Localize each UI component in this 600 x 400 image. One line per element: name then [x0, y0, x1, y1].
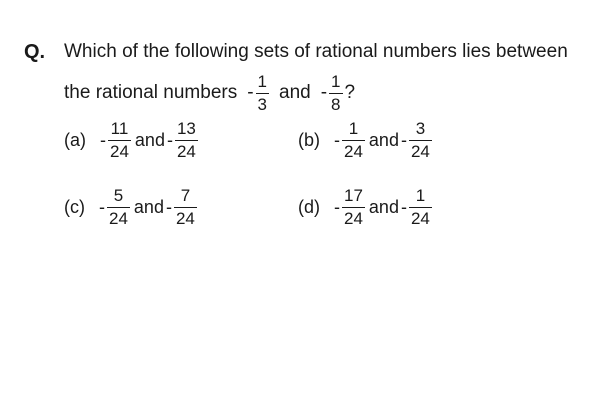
option-fraction-right	[174, 186, 197, 229]
and-word: and	[134, 129, 165, 150]
fraction-denominator: 24	[410, 141, 430, 161]
minus-sign: -	[166, 129, 173, 150]
fraction-bar	[174, 207, 197, 208]
option-fraction-right	[409, 119, 432, 162]
minus-sign: -	[320, 82, 328, 103]
option-fraction-left	[107, 186, 130, 229]
minus-sign: -	[247, 82, 254, 103]
fraction-bar	[342, 140, 365, 141]
option-d[interactable]	[298, 181, 434, 233]
fraction-bar	[108, 140, 131, 141]
fraction-denominator: 24	[344, 208, 363, 228]
fraction-denominator: 24	[176, 141, 196, 161]
option-a[interactable]	[64, 114, 200, 166]
minus-sign: -	[400, 129, 407, 150]
and-word: and	[368, 129, 399, 150]
and-word: and	[133, 196, 164, 217]
fraction-numerator: 7	[180, 185, 191, 205]
and-word: and	[368, 196, 399, 217]
option-fraction-right	[409, 186, 432, 229]
fraction-bar	[342, 207, 365, 208]
minus-sign: -	[334, 196, 340, 217]
option-b[interactable]	[298, 114, 434, 166]
fraction-numerator: 11	[110, 118, 129, 138]
question-prefix: the rational numbers	[64, 82, 238, 103]
minus-sign: -	[334, 129, 340, 150]
fraction-numerator: 1	[348, 118, 359, 138]
minus-sign: -	[165, 196, 172, 217]
fraction-numerator: 1	[415, 185, 426, 205]
fraction-numerator: 13	[176, 118, 196, 138]
fraction-numerator: 3	[415, 118, 426, 138]
fraction-denominator: 8	[331, 94, 341, 114]
fraction-denominator: 3	[257, 94, 268, 114]
option-label: (b)	[298, 129, 320, 150]
fraction-one-third	[256, 72, 269, 115]
and-word: and	[279, 82, 311, 103]
option-fraction-left	[108, 119, 131, 162]
minus-sign: -	[100, 129, 106, 150]
fraction-one-eighth	[329, 72, 342, 115]
fraction-denominator: 24	[110, 141, 129, 161]
option-fraction-left	[342, 119, 365, 162]
minus-sign: -	[400, 196, 407, 217]
fraction-bar	[175, 140, 198, 141]
option-c[interactable]	[64, 181, 199, 233]
option-label: (a)	[64, 129, 86, 150]
option-label: (d)	[298, 196, 320, 217]
question-mark: ?	[344, 82, 356, 103]
fraction-bar	[256, 93, 269, 94]
fraction-numerator: 5	[113, 185, 124, 205]
option-fraction-left	[342, 186, 365, 229]
fraction-bar	[409, 140, 432, 141]
fraction-denominator: 24	[109, 208, 128, 228]
option-fraction-right	[175, 119, 198, 162]
minus-sign: -	[99, 196, 105, 217]
fraction-denominator: 24	[175, 208, 195, 228]
question-text-line2	[64, 68, 355, 118]
fraction-numerator: 1	[257, 71, 268, 91]
fraction-bar	[329, 93, 342, 94]
question-label: Q.	[24, 41, 46, 63]
fraction-denominator: 24	[344, 141, 363, 161]
fraction-bar	[409, 207, 432, 208]
fraction-bar	[107, 207, 130, 208]
fraction-numerator: 1	[331, 71, 341, 91]
fraction-numerator: 17	[344, 185, 363, 205]
fraction-denominator: 24	[410, 208, 430, 228]
option-label: (c)	[64, 196, 85, 217]
question-text-line1: Which of the following sets of rational numbers lies between	[64, 41, 568, 62]
